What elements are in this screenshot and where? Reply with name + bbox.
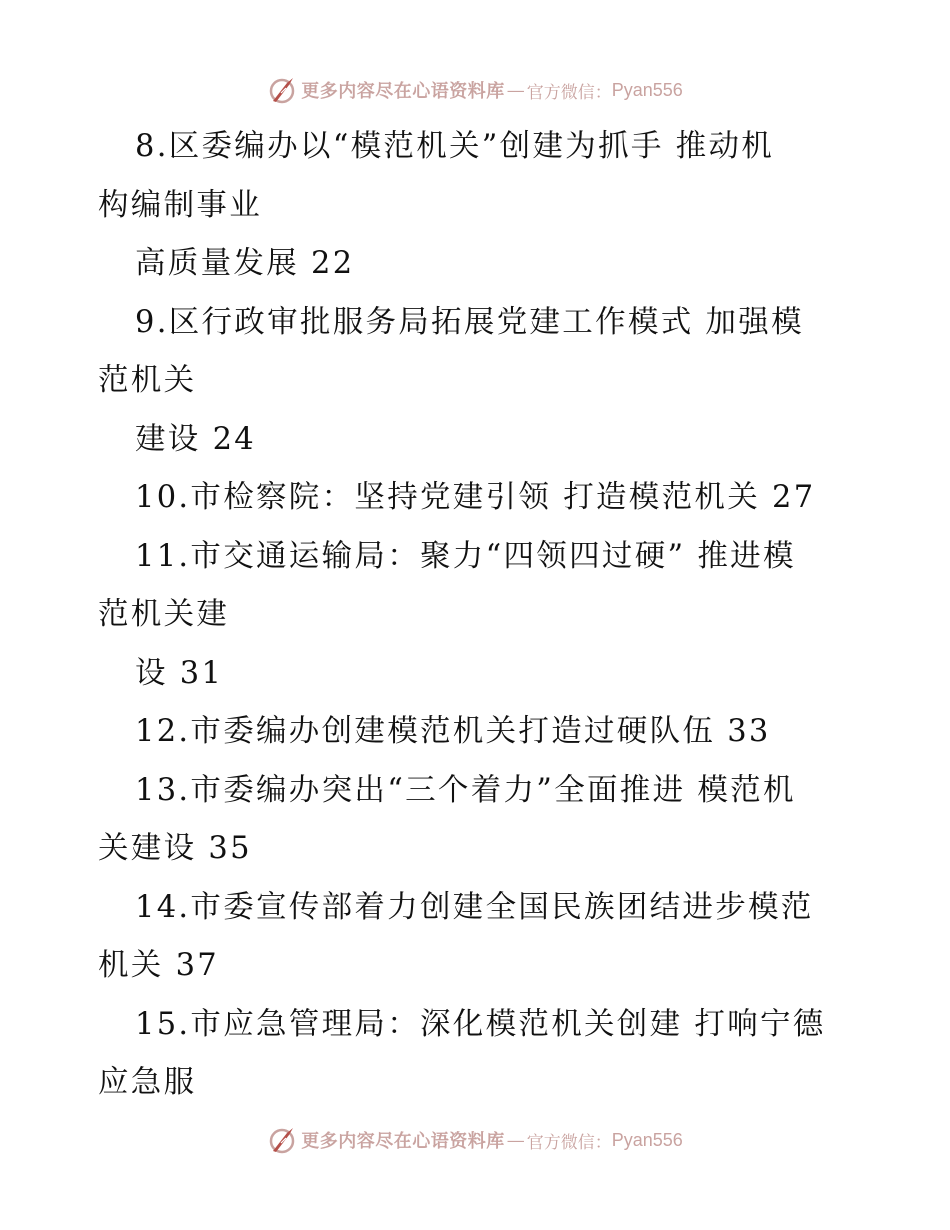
watermark-wechat-label: 官方微信： — [526, 1132, 612, 1153]
watermark-handle: Pyan556 — [611, 1129, 683, 1150]
footer-watermark — [0, 1122, 950, 1158]
watermark-text: 更多内容尽在心语资料库 — [301, 81, 505, 102]
watermark-separator: — — [506, 1129, 525, 1151]
toc-line: 15.市应急管理局：深化模范机关创建 打响宁德 — [135, 1006, 826, 1042]
watermark-separator: — — [506, 79, 525, 101]
toc-line: 13.市委编办突出“三个着力”全面推进 模范机 — [135, 772, 796, 808]
toc-line: 范机关 — [98, 363, 197, 398]
toc-line: 范机关建 — [98, 597, 230, 632]
toc-line: 8.区委编办以“模范机关”创建为抓手 推动机 — [135, 129, 775, 164]
watermark-text: 更多内容尽在心语资料库 — [301, 1131, 505, 1152]
toc-line: 10.市检察院：坚持党建引领 打造模范机关 27 — [135, 480, 816, 515]
toc-line: 关建设 35 — [98, 831, 252, 866]
quill-pen-logo-icon — [267, 75, 297, 105]
toc-line: 14.市委宣传部着力创建全国民族团结进步模范 — [135, 889, 814, 925]
toc-line: 设 31 — [135, 655, 224, 691]
toc-line: 高质量发展 22 — [135, 246, 355, 281]
watermark-wechat-label: 官方微信： — [526, 82, 612, 103]
toc-line: 建设 24 — [135, 421, 257, 457]
toc-line: 9.区行政审批服务局拓展党建工作模式 加强模 — [135, 304, 804, 340]
header-watermark — [0, 72, 950, 108]
toc-line: 应急服 — [98, 1065, 197, 1100]
toc-line: 11.市交通运输局：聚力“四领四过硬” 推进模 — [135, 538, 796, 574]
toc-list — [98, 118, 858, 1113]
toc-line: 12.市委编办创建模范机关打造过硬队伍 33 — [135, 714, 771, 749]
toc-line: 构编制事业 — [98, 187, 262, 223]
quill-pen-logo-icon — [267, 1125, 297, 1155]
toc-line: 机关 37 — [98, 948, 220, 983]
watermark-handle: Pyan556 — [611, 79, 683, 100]
